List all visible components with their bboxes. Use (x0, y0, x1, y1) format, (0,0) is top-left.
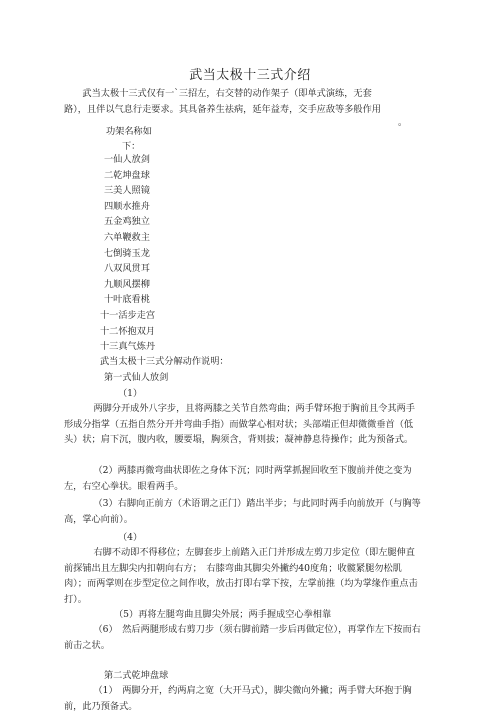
list-item: 十三真气炼丹 (100, 341, 156, 353)
list-item: 九顺风摆柳 (104, 278, 150, 290)
breakdown-heading: 武当太极十三式分解动作说明： (100, 356, 229, 367)
step-1-5: （5）再将左腿弯曲且脚尖外展；两手握成空心拳相靠 (114, 609, 332, 620)
step-1-2: （2）两膝再微弯曲状即佐之身体下沉；同时两掌抓握回收至下腹前并使之变为左，右空心拳状。眼看两手。 (64, 465, 412, 492)
list-item: 十二怀抱双月 (100, 325, 156, 337)
list-item: 一仙人放剑 (104, 154, 150, 165)
list-item: 十叶底看桃 (104, 294, 150, 306)
list-item: 三美人照镜 (104, 185, 150, 197)
list-item: 十一活步走宫 (100, 309, 156, 321)
step-1-6: （6） 然后两腿形成右剪刀步（须右脚前踏一步后再做定位），再掌作左下按而右前击之状。 (64, 624, 421, 651)
list-item: 六单鞭救主 (104, 231, 150, 243)
step-label-1-1: （1） (118, 388, 143, 399)
step-2-1: （1） 两脚分开，约两肩之宽（大开马式），脚尖微向外撇；两手臂大环抱于胸前，此乃预备式。 (64, 685, 412, 712)
intro-trailing-mark: 。 (398, 118, 408, 128)
step-label-1-4: （4） (118, 532, 143, 543)
list-item: 八双风贯耳 (104, 263, 150, 275)
list-item: 五金鸡独立 (104, 216, 150, 228)
section-title-1: 第一式仙人放剑 (104, 372, 169, 383)
step-1-3: （3）右脚向正前方（术语谓之正门）踏出半步；与此同时两手向前放开（与胸等高，掌心向前）。 (64, 498, 421, 525)
forms-list-heading-line1: 功架名称如 (106, 126, 152, 137)
list-item: 二乾坤盘球 (104, 169, 150, 181)
document-title: 武当太极十三式介绍 (189, 68, 311, 83)
step-1-4: 右脚不动即不得移位；左脚套步上前踏入正门并形成左剪刀步定位（即左腿伸直前探铺出且左脚尖内扣朝向右方； 右膝弯曲其脚尖外撇约40度角；收髋紧腿勿松肌肉）；而两掌则在步型定位之间作收，放击打即右掌下按，左掌前推（均为掌缘作重点击打）。 (64, 547, 418, 605)
intro-paragraph: 武当太极十三式仅有一`三招左，右交替的动作架子（即单式演练，无套路），且伴以气息行走要求。其具备养生祛病，延年益寿，交手应敌等多般作用 (64, 88, 381, 115)
step-1-1: 两脚分开成外八字步，且将两膝之关节自然弯曲；两手臂环抱于胸前且令其两手形成分指掌（五指自然分开并弯曲手指）而做掌心相对状；头部端正但却微微垂首（低头）状；肩下沉，腹内收，腰要塌，胸须含，背则拔；凝神静息待操作；此为预备式。 (64, 403, 415, 445)
forms-list-heading (106, 124, 166, 154)
section-title-2: 第二式乾坤盘球 (104, 670, 169, 681)
forms-list-heading-line2: 下： (122, 141, 141, 152)
list-item: 七倒骑玉龙 (104, 247, 150, 259)
list-item: 四顺水推舟 (104, 200, 150, 212)
forms-list (100, 152, 220, 355)
